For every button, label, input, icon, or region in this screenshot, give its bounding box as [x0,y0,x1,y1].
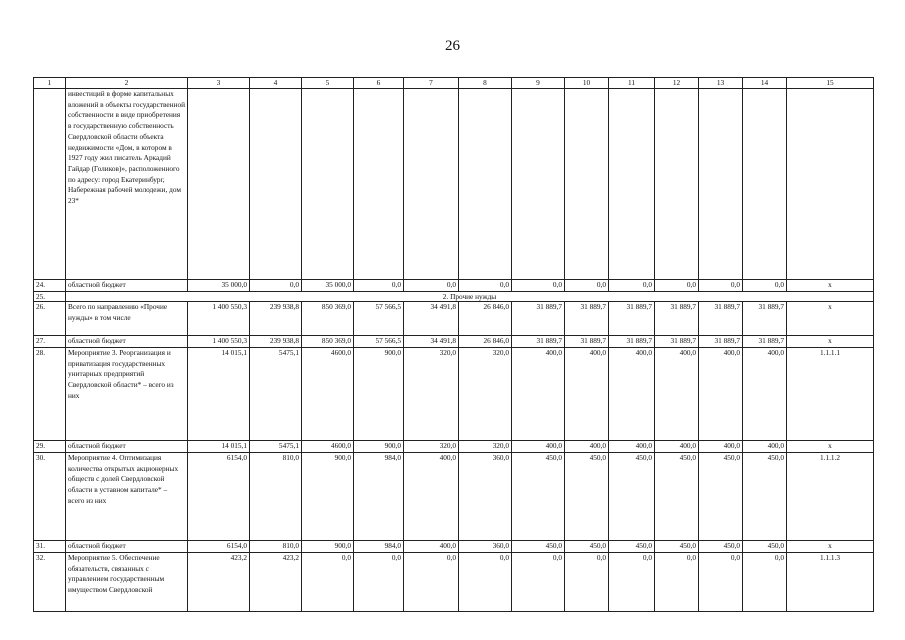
value-cell: 400,0 [404,541,459,553]
row-number: 26. [34,302,66,336]
table-row [34,453,874,541]
value-cell: 400,0 [609,441,655,453]
column-header: 6 [354,78,404,89]
value-cell: 14 015,1 [188,348,250,441]
value-cell: 31 889,7 [743,336,787,348]
column-header: 8 [459,78,512,89]
row-number: 29. [34,441,66,453]
table-row [34,280,874,292]
value-cell: 360,0 [459,541,512,553]
value-cell: 31 889,7 [512,336,565,348]
value-cell: 0,0 [354,553,404,612]
column-header: 7 [404,78,459,89]
target-cell: 1.1.1.3 [787,553,874,612]
value-cell: 450,0 [655,453,699,541]
value-cell: 0,0 [609,280,655,292]
target-cell: 1.1.1.2 [787,453,874,541]
column-header: 13 [699,78,743,89]
value-cell: 35 000,0 [188,280,250,292]
value-cell: 320,0 [404,348,459,441]
value-cell [565,89,609,280]
value-cell: 31 889,7 [609,302,655,336]
table-row [34,553,874,612]
value-cell: 34 491,8 [404,336,459,348]
value-cell: 450,0 [565,541,609,553]
column-header: 10 [565,78,609,89]
column-header: 15 [787,78,874,89]
value-cell: 400,0 [512,348,565,441]
table-row [34,302,874,336]
column-header: 4 [250,78,302,89]
page-number: 26 [445,38,460,54]
row-number: 27. [34,336,66,348]
value-cell: 810,0 [250,453,302,541]
value-cell: 57 566,5 [354,336,404,348]
value-cell [354,89,404,280]
value-cell: 35 000,0 [302,280,354,292]
table-row [34,336,874,348]
value-cell [302,89,354,280]
row-name: Мероприятие 5. Обеспечение обязательств, связанных с управлением государственным имуществом Свердловской [66,553,188,612]
value-cell: 31 889,7 [655,302,699,336]
value-cell: 1 400 550,3 [188,302,250,336]
value-cell: 5475,1 [250,348,302,441]
value-cell: 6154,0 [188,453,250,541]
target-cell: x [787,336,874,348]
row-name: инвестиций в форме капитальных вложений в объекты государственной собственности в виде приобретения в государственную собственность Свердловской области объекта недвижимости «Дом, в котором в 1927 году жил писатель Аркадий Гайдар (Голиков)», расположенного по адресу: город Екатеринбург, Набережная рабочей молодежи, дом 23* [66,89,188,280]
value-cell: 31 889,7 [565,302,609,336]
table-row [34,348,874,441]
value-cell: 0,0 [699,553,743,612]
value-cell [188,89,250,280]
row-number: 30. [34,453,66,541]
value-cell: 400,0 [609,348,655,441]
column-header: 3 [188,78,250,89]
value-cell: 400,0 [699,348,743,441]
header-row [34,78,874,89]
value-cell: 0,0 [699,280,743,292]
value-cell: 4600,0 [302,348,354,441]
row-name: областной бюджет [66,441,188,453]
row-number: 24. [34,280,66,292]
target-cell [787,89,874,280]
value-cell: 239 938,8 [250,302,302,336]
value-cell: 450,0 [743,453,787,541]
value-cell: 0,0 [655,280,699,292]
section-row [34,292,874,302]
table-row [34,541,874,553]
value-cell: 0,0 [459,553,512,612]
value-cell: 0,0 [302,553,354,612]
value-cell: 810,0 [250,541,302,553]
value-cell: 450,0 [655,541,699,553]
target-cell: x [787,541,874,553]
value-cell: 31 889,7 [743,302,787,336]
column-header: 2 [66,78,188,89]
value-cell: 450,0 [699,541,743,553]
value-cell: 320,0 [459,441,512,453]
row-name: областной бюджет [66,336,188,348]
value-cell: 400,0 [565,441,609,453]
value-cell: 450,0 [743,541,787,553]
value-cell: 900,0 [302,541,354,553]
value-cell: 450,0 [512,541,565,553]
value-cell [609,89,655,280]
column-header: 5 [302,78,354,89]
value-cell: 31 889,7 [655,336,699,348]
value-cell: 320,0 [404,441,459,453]
column-header: 1 [34,78,66,89]
section-title: 2. Прочие нужды [66,292,874,302]
table-row [34,441,874,453]
value-cell: 320,0 [459,348,512,441]
value-cell: 0,0 [354,280,404,292]
column-header: 14 [743,78,787,89]
value-cell: 450,0 [609,541,655,553]
row-name: Мероприятие 3. Реорганизация и приватизация государственных унитарных предприятий Свердловской области* – всего из них [66,348,188,441]
row-name: Всего по направлению «Прочие нужды» в том числе [66,302,188,336]
value-cell: 0,0 [655,553,699,612]
column-header: 12 [655,78,699,89]
value-cell: 0,0 [404,553,459,612]
value-cell: 450,0 [512,453,565,541]
value-cell: 400,0 [743,348,787,441]
value-cell [743,89,787,280]
value-cell: 31 889,7 [699,336,743,348]
value-cell: 400,0 [512,441,565,453]
row-number: 25. [34,292,66,302]
target-cell: x [787,302,874,336]
value-cell [250,89,302,280]
value-cell: 0,0 [250,280,302,292]
value-cell [512,89,565,280]
row-name: Мероприятие 4. Оптимизация количества открытых акционерных обществ с долей Свердловской области в уставном капитале* – всего из них [66,453,188,541]
value-cell: 0,0 [404,280,459,292]
value-cell: 0,0 [609,553,655,612]
value-cell: 26 846,0 [459,336,512,348]
value-cell: 400,0 [699,441,743,453]
value-cell [655,89,699,280]
value-cell: 400,0 [743,441,787,453]
value-cell: 360,0 [459,453,512,541]
value-cell: 900,0 [302,453,354,541]
value-cell: 0,0 [565,280,609,292]
value-cell [404,89,459,280]
column-header: 11 [609,78,655,89]
value-cell: 450,0 [609,453,655,541]
value-cell: 850 369,0 [302,302,354,336]
value-cell: 900,0 [354,441,404,453]
target-cell: 1.1.1.1 [787,348,874,441]
budget-table [33,77,874,612]
value-cell: 0,0 [743,280,787,292]
value-cell: 984,0 [354,541,404,553]
value-cell: 31 889,7 [699,302,743,336]
row-name: областной бюджет [66,280,188,292]
value-cell: 5475,1 [250,441,302,453]
value-cell: 4600,0 [302,441,354,453]
value-cell: 0,0 [459,280,512,292]
value-cell: 0,0 [512,280,565,292]
target-cell: x [787,441,874,453]
value-cell: 450,0 [565,453,609,541]
value-cell: 450,0 [699,453,743,541]
value-cell: 400,0 [565,348,609,441]
target-cell: x [787,280,874,292]
value-cell [699,89,743,280]
value-cell: 31 889,7 [609,336,655,348]
value-cell: 400,0 [404,453,459,541]
row-name: областной бюджет [66,541,188,553]
value-cell: 423,2 [250,553,302,612]
value-cell: 0,0 [512,553,565,612]
value-cell: 400,0 [655,441,699,453]
value-cell: 31 889,7 [512,302,565,336]
value-cell: 0,0 [743,553,787,612]
value-cell: 31 889,7 [565,336,609,348]
row-number [34,89,66,280]
column-header: 9 [512,78,565,89]
value-cell: 984,0 [354,453,404,541]
table-row [34,89,874,280]
value-cell: 1 400 550,3 [188,336,250,348]
value-cell: 0,0 [565,553,609,612]
value-cell: 14 015,1 [188,441,250,453]
value-cell [459,89,512,280]
value-cell: 57 566,5 [354,302,404,336]
row-number: 28. [34,348,66,441]
value-cell: 239 938,8 [250,336,302,348]
value-cell: 400,0 [655,348,699,441]
value-cell: 423,2 [188,553,250,612]
value-cell: 850 369,0 [302,336,354,348]
value-cell: 34 491,8 [404,302,459,336]
row-number: 31. [34,541,66,553]
value-cell: 26 846,0 [459,302,512,336]
row-number: 32. [34,553,66,612]
value-cell: 900,0 [354,348,404,441]
value-cell: 6154,0 [188,541,250,553]
